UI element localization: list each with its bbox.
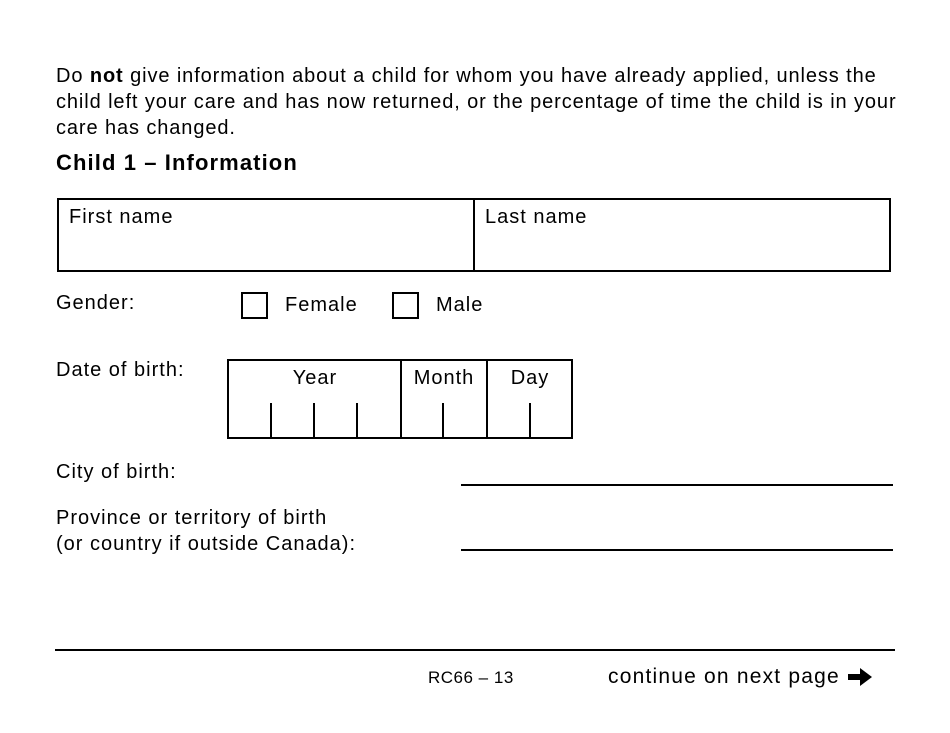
male-checkbox[interactable] [392,292,419,319]
first-name-field[interactable] [59,200,473,270]
dob-month-segment[interactable] [401,361,487,437]
dob-year-label: Year [292,367,338,389]
dob-day-segment[interactable] [487,361,573,437]
gender-label: Gender: [56,292,136,314]
province-of-birth-input-line[interactable] [461,549,893,551]
name-fields-box [57,198,891,272]
dob-month-label: Month [413,367,475,389]
continue-next-page [608,665,874,689]
female-option-label: Female [285,294,358,316]
intro-part2: give information about a child for whom you have already applied, unless the child left your care and has now returned, or the percentage of time the child is in your care has changed. [56,65,897,139]
dob-day-label: Day [510,367,550,389]
intro-bold-not: not [89,65,124,87]
dob-year-segment[interactable] [229,361,401,437]
section-title: Child 1 – Information [56,150,298,175]
female-checkbox[interactable] [241,292,268,319]
intro-paragraph [56,63,916,141]
city-of-birth-label: City of birth: [56,461,177,483]
dob-label: Date of birth: [56,359,185,381]
province-label-line2: (or country if outside Canada): [56,533,357,555]
last-name-label: Last name [485,206,588,228]
continue-text: continue on next page [608,665,840,688]
province-of-birth-label [56,505,356,557]
city-of-birth-input-line[interactable] [461,484,893,486]
first-name-label: First name [69,206,174,228]
dob-field[interactable] [227,359,573,439]
footer-divider [55,649,895,651]
form-page-number: RC66 – 13 [428,668,514,687]
province-label-line1: Province or territory of birth [56,507,328,529]
male-option-label: Male [436,294,484,316]
arrow-right-icon [846,666,874,688]
last-name-field[interactable] [473,200,889,270]
intro-part1: Do [56,65,90,87]
